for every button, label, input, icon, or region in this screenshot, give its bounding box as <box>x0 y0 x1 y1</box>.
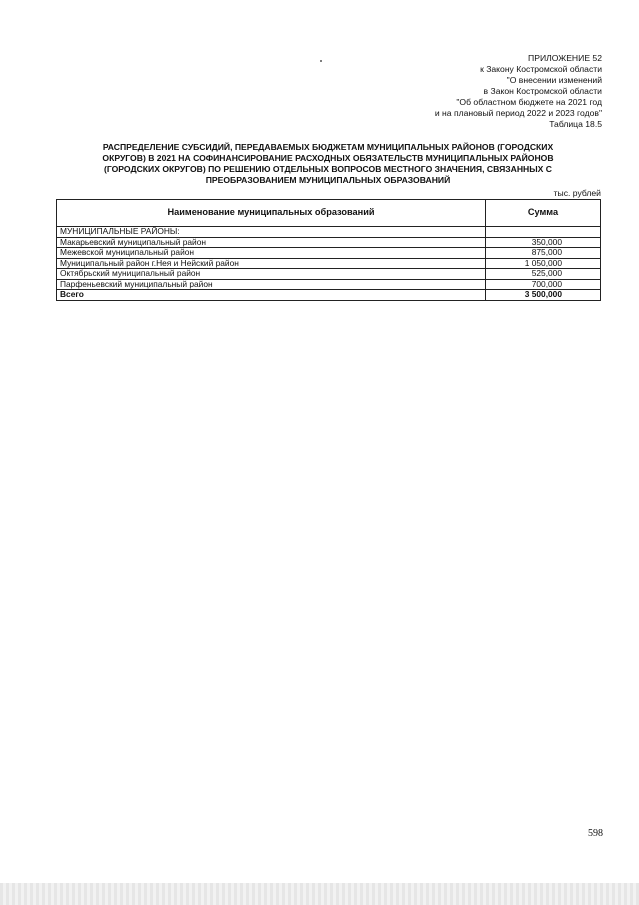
table-header-row <box>57 200 601 227</box>
appendix-line: ПРИЛОЖЕНИЕ 52 <box>528 53 602 63</box>
scan-edge-strip <box>0 883 639 905</box>
appendix-line: "Об областном бюджете на 2021 год <box>456 97 602 107</box>
table-row <box>57 269 601 280</box>
row-sum: 700,000 <box>486 279 601 290</box>
row-sum: 1 050,000 <box>486 258 601 269</box>
appendix-header <box>435 53 602 130</box>
appendix-line: и на плановый период 2022 и 2023 годов" <box>434 108 602 118</box>
appendix-line: "О внесении изменений <box>506 75 602 85</box>
total-label: Всего <box>57 290 486 301</box>
title-line: ПРЕОБРАЗОВАНИЕМ МУНИЦИПАЛЬНЫХ ОБРАЗОВАНИЙ <box>205 175 451 185</box>
appendix-line: в Закон Костромской области <box>483 86 602 96</box>
title-line: (ГОРОДСКИХ ОКРУГОВ) ПО РЕШЕНИЮ ОТДЕЛЬНЫХ ВОПРОСОВ МЕСТНОГО ЗНАЧЕНИЯ, СВЯЗАННЫХ С <box>103 164 553 174</box>
row-sum: 875,000 <box>486 248 601 259</box>
row-name: Октябрьский муниципальный район <box>57 269 486 280</box>
subsidy-table <box>56 199 601 301</box>
title-line: ОКРУГОВ) В 2021 НА СОФИНАНСИРОВАНИЕ РАСХОДНЫХ ОБЯЗАТЕЛЬСТВ МУНИЦИПАЛЬНЫХ РАЙОНОВ <box>102 153 554 163</box>
table-row <box>57 258 601 269</box>
header-sum: Сумма <box>486 200 601 227</box>
appendix-line: к Закону Костромской области <box>480 64 602 74</box>
total-row <box>57 290 601 301</box>
section-empty-cell <box>486 227 601 238</box>
scan-speck <box>320 60 322 62</box>
row-name: Муниципальный район г.Нея и Нейский район <box>57 258 486 269</box>
row-name: Межевской муниципальный район <box>57 248 486 259</box>
section-row <box>57 227 601 238</box>
total-sum: 3 500,000 <box>486 290 601 301</box>
units-label: тыс. рублей <box>553 188 601 198</box>
page-number: 598 <box>588 828 603 839</box>
row-name: Макарьевский муниципальный район <box>57 237 486 248</box>
title-line: РАСПРЕДЕЛЕНИЕ СУБСИДИЙ, ПЕРЕДАВАЕМЫХ БЮДЖЕТАМ МУНИЦИПАЛЬНЫХ РАЙОНОВ (ГОРОДСКИХ <box>102 142 554 152</box>
table-row <box>57 279 601 290</box>
section-label: МУНИЦИПАЛЬНЫЕ РАЙОНЫ: <box>57 227 486 238</box>
row-sum: 350,000 <box>486 237 601 248</box>
table-number: Таблица 18.5 <box>549 119 602 129</box>
row-sum: 525,000 <box>486 269 601 280</box>
header-name: Наименование муниципальных образований <box>57 200 486 227</box>
row-name: Парфеньевский муниципальный район <box>57 279 486 290</box>
table-row <box>57 248 601 259</box>
table-row <box>57 237 601 248</box>
document-title <box>68 142 588 186</box>
